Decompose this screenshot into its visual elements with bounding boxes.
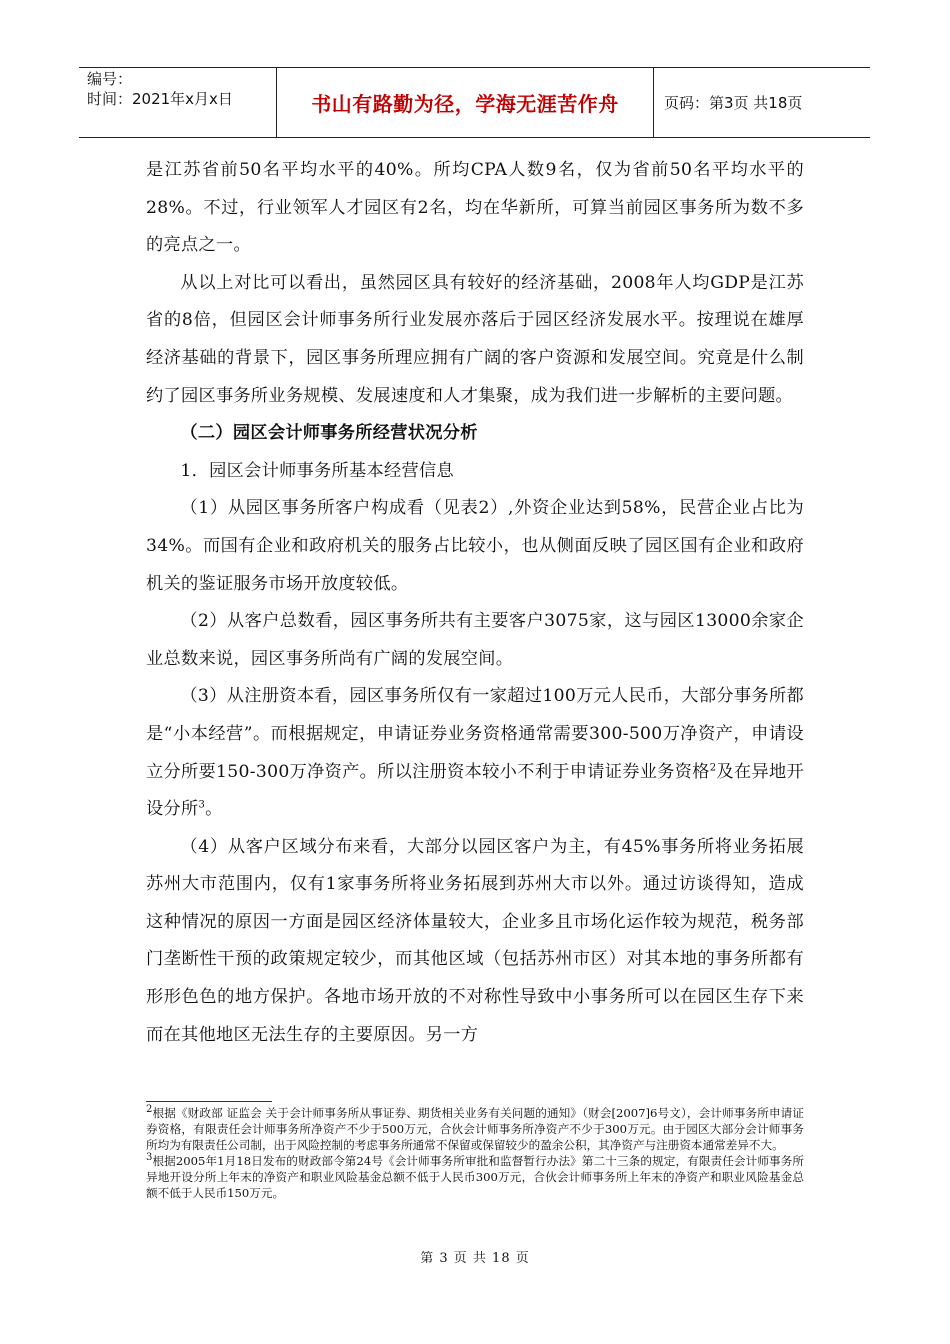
paragraph-item-2: （2）从客户总数看，园区事务所共有主要客户3075家，这与园区13000余家企业总数来说，园区事务所尚有广阔的发展空间。 [146,611,804,669]
paragraph-item-3-text: （3）从注册资本看，园区事务所仅有一家超过100万元人民币，大部分事务所都是“小本经营”。而根据规定，申请证券业务资格通常需要300-500万净资产，申请设立分所要150-300万净资产。所以注册资本较小不利于申请证券业务资格 [146,686,804,782]
document-number-label: 编号： [87,70,133,88]
footnote-ref-2[interactable]: 2 [709,761,717,773]
footnote-2 [146,1105,804,1153]
paragraph-item-3-end: 。 [205,799,223,820]
document-body [146,152,804,1054]
paragraph-item-4: （4）从客户区域分布来看，大部分以园区客户为主，有45%事务所将业务拓展苏州大市范围内，仅有1家事务所将业务拓展到苏州大市以外。通过访谈得知，造成这种情况的原因一方面是园区经济体量较大，企业多且市场化运作较为规范，税务部门垄断性干预的政策规定较少，而其他区域（包括苏州市区）对其本地的事务所都有形形色色的地方保护。各地市场开放的不对称性导致中小事务所可以在园区生存下来而在其他地区无法生存的主要原因。另一方 [146,836,804,1045]
footnote-text: 根据《财政部 证监会 关于会计师事务所从事证券、期货相关业务有关问题的通知》（财会[2007]6号文），会计师事务所申请证券资格，有限责任会计师事务所净资产不少于500万元，合伙会计师事务所净资产不少于300万元。由于园区大部分会计师事务所均为有限责任公司制，出于风险控制的考虑事务所通常不保留或保留较少的盈余公积，其净资产与注册资本通常差异不大。 [146,1106,804,1152]
footnote-divider [146,1101,272,1102]
footnote-ref-3[interactable]: 3 [198,799,206,811]
paragraph-item-3 [146,678,804,828]
footnote-3 [146,1153,804,1201]
page-footer: 第 3 页 共 18 页 [420,1251,530,1266]
paragraph-comparison: 从以上对比可以看出，虽然园区具有较好的经济基础，2008年人均GDP是江苏省的8倍，但园区会计师事务所行业发展亦落后于园区经济发展水平。按理说在雄厚经济基础的背景下，园区事务所理应拥有广阔的客户资源和发展空间。究竟是什么制约了园区事务所业务规模、发展速度和人才集聚，成为我们进一步解析的主要问题。 [146,272,804,406]
subsection-heading: 1．园区会计师事务所基本经营信息 [180,460,454,481]
section-heading: （二）园区会计师事务所经营状况分析 [180,423,478,444]
header-motto: 书山有路勤为径，学海无涯苦作舟 [277,68,654,137]
page-header [79,67,870,138]
paragraph-item-1: （1）从园区事务所客户构成看（见表2）,外资企业达到58%，民营企业占比为34%。而国有企业和政府机关的服务占比较小，也从侧面反映了园区国有企业和政府机关的鉴证服务市场开放度较低。 [146,498,804,594]
footnotes [146,1105,804,1201]
footnote-mark: 3 [146,1152,153,1164]
paragraph-continuation: 是江苏省前50名平均水平的40%。所均CPA人数9名，仅为省前50名平均水平的28%。不过，行业领军人才园区有2名，均在华新所，可算当前园区事务所为数不多的亮点之一。 [146,160,804,256]
paragraph-item-3-mid: 及在异地开设分所 [146,761,804,820]
document-date-label: 时间：2021年x月x日 [87,90,233,108]
footnote-mark: 2 [146,1104,153,1116]
header-meta [79,68,277,137]
header-page-label: 页码：第3页 共18页 [664,94,803,112]
footnote-text: 根据2005年1月18日发布的财政部令第24号《会计师事务所审批和监督暂行办法》第二十三条的规定，有限责任会计师事务所异地开设分所上年末的净资产和职业风险基金总额不低于人民币300万元，合伙会计师事务所上年末的净资产和职业风险基金总额不低于人民币150万元。 [146,1154,804,1200]
